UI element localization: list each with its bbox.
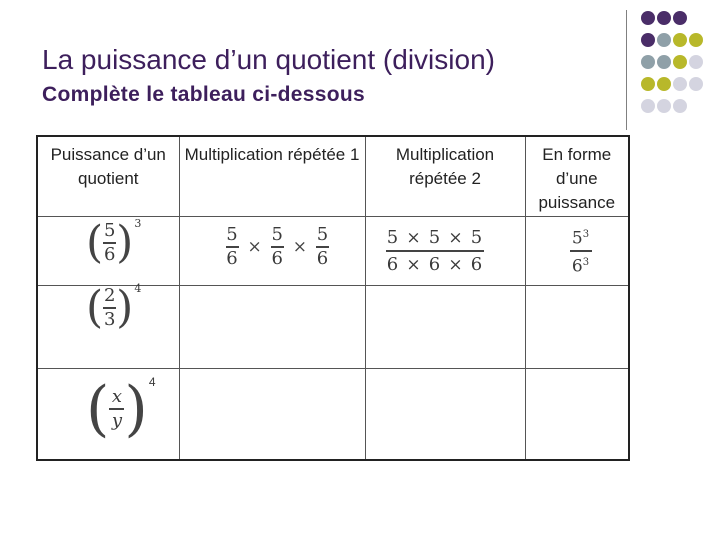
denominator: 6 <box>428 254 441 275</box>
numerator: 5 <box>226 224 238 245</box>
column-header: Puissance d’un quotient <box>37 136 179 217</box>
table-row <box>37 217 629 286</box>
numerator: 5 <box>470 227 483 248</box>
slide-title <box>42 44 495 76</box>
times-sign: × <box>292 237 307 257</box>
decorative-dot <box>673 55 687 69</box>
exponent: 3 <box>582 229 590 240</box>
denominator: 6 <box>226 248 238 269</box>
title-rest: d’un quotient (division) <box>207 44 495 75</box>
decorative-dot <box>641 99 655 113</box>
column-header: En forme d’une puissance <box>525 136 629 217</box>
numerator: 5 <box>428 227 441 248</box>
quotient-cell <box>37 217 179 286</box>
power-form-cell <box>525 217 629 286</box>
denominator: 6 <box>271 248 283 269</box>
decorative-dot <box>657 77 671 91</box>
denominator: y <box>111 410 122 431</box>
decorative-dot <box>673 77 687 91</box>
quotient-cell <box>37 282 179 369</box>
exponent: 4 <box>148 375 156 389</box>
numerator: 5 <box>571 228 583 249</box>
times-sign: × <box>448 254 463 275</box>
table-header-row <box>37 136 629 217</box>
power-form-cell[interactable] <box>525 369 629 461</box>
power-form-cell[interactable] <box>525 286 629 369</box>
repeated-multiplication-1-cell <box>179 217 365 286</box>
decorative-dot <box>657 33 671 47</box>
decorative-dot <box>641 11 655 25</box>
power-table <box>36 135 630 461</box>
numerator: 5 <box>316 224 329 245</box>
decorative-dot <box>689 33 703 47</box>
decorative-dot <box>641 77 655 91</box>
decorative-dot <box>657 99 671 113</box>
exponent: 4 <box>134 282 142 295</box>
denominator: 6 <box>103 244 116 265</box>
denominator: 6 <box>316 248 329 269</box>
vertical-divider-line <box>626 10 627 130</box>
column-header: Multiplication répétée 2 <box>365 136 525 217</box>
repeated-multiplication-2-cell[interactable] <box>365 369 525 461</box>
denominator: 6 <box>571 256 583 277</box>
quotient-expression: ( $\frac{2}{3}$ )$^4$ <box>86 282 142 333</box>
decorative-dot <box>689 77 703 91</box>
times-sign: × <box>448 227 463 248</box>
repeated-product-2 <box>386 227 484 275</box>
column-header: Multiplication répétée 1 <box>179 136 365 217</box>
decorative-dot-grid <box>638 8 720 120</box>
times-sign: × <box>247 237 262 257</box>
repeated-product-1 <box>226 225 330 269</box>
denominator: 6 <box>386 254 399 275</box>
repeated-multiplication-1-cell[interactable] <box>179 286 365 369</box>
exponent: 3 <box>134 217 142 230</box>
decorative-dot <box>673 11 687 25</box>
numerator: 5 <box>271 224 283 245</box>
numerator: 2 <box>103 285 116 306</box>
decorative-dot <box>641 33 655 47</box>
table-row <box>37 369 629 461</box>
decorative-dot <box>673 33 687 47</box>
decorative-dot <box>689 55 703 69</box>
repeated-multiplication-2-cell <box>365 217 525 286</box>
numerator: 5 <box>386 227 399 248</box>
numerator: 5 <box>103 220 116 241</box>
quotient-expression: ( $\frac{x}{y}$ )$^4$ <box>86 374 156 444</box>
slide-subtitle: Complète le tableau ci-dessous <box>42 83 365 106</box>
numerator: x <box>111 386 122 407</box>
decorative-dot <box>657 11 671 25</box>
power-form-expression <box>570 225 592 276</box>
repeated-multiplication-1-cell[interactable] <box>179 369 365 461</box>
quotient-expression: ( $\frac{5}{6}$ )$^3$ <box>86 217 142 268</box>
repeated-multiplication-2-cell[interactable] <box>365 286 525 369</box>
table-row <box>37 286 629 369</box>
times-sign: × <box>406 227 421 248</box>
times-sign: × <box>406 254 421 275</box>
decorative-dot <box>641 55 655 69</box>
denominator: 6 <box>470 254 483 275</box>
exponent: 3 <box>582 256 590 268</box>
title-main: La puissance <box>42 44 208 75</box>
decorative-dot <box>657 55 671 69</box>
denominator: 3 <box>103 309 116 330</box>
quotient-cell <box>37 369 179 461</box>
decorative-dot <box>673 99 687 113</box>
